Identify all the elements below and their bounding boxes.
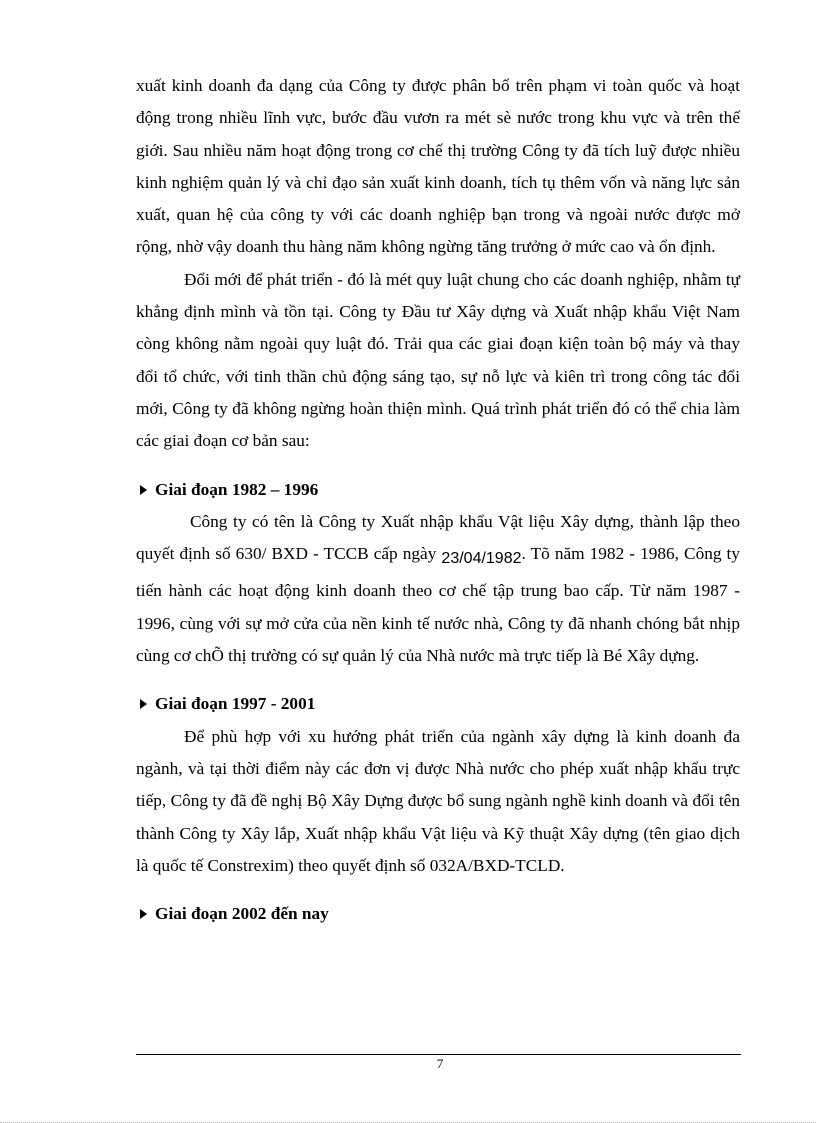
section-1-text-after: . Tõ năm 1982 - 1986, Công ty tiến hành các hoạt động kinh doanh theo cơ chế tập trung bao cấp. Từ năm 1987 - 1996, cùng với sự mở cửa của nền kinh tế nước nhà, Công ty đã nhanh chóng bắt nhịp cùng cơ chÕ thị trường có sự quản lý của Nhà nước mà trực tiếp là Bé Xây dựng. <box>136 544 740 666</box>
section-heading-1997-2001 <box>136 688 740 720</box>
founding-date: 23/04/1982 <box>441 550 522 568</box>
arrow-bullet-icon <box>140 909 147 919</box>
section-heading-text: Giai đoạn 2002 đến nay <box>155 904 329 924</box>
arrow-bullet-icon <box>140 485 147 495</box>
paragraph-intro-1: xuất kinh doanh đa dạng của Công ty được phân bố trên phạm vi toàn quốc và hoạt động trong nhiều lĩnh vực, bước đầu vươn ra mét sè nước trong khu vực và trên thế giới. Sau nhiều năm hoạt động trong cơ chế thị trường Công ty đã tích luỹ được nhiều kinh nghiệm quản lý và chỉ đạo sản xuất kinh doanh, tích tụ thêm vốn và năng lực sản xuất, quan hệ của công ty với các doanh nghiệp bạn trong và ngoài nước được mở rộng, nhờ vậy doanh thu hàng năm không ngừng tăng trưởng ở mức cao và ổn định. <box>136 76 740 257</box>
paragraph-section-2: Để phù hợp với xu hướng phát triển của ngành xây dựng là kinh doanh đa ngành, và tại thời điểm này các đơn vị được Nhà nước cho phép xuất nhập khẩu trực tiếp, Công ty đã đề nghị Bộ Xây Dựng được bổ sung ngành nghề kinh doanh và đổi tên thành Công ty Xây lắp, Xuất nhập khẩu Vật liệu và Kỹ thuật Xây dựng (tên giao dịch là quốc tế Constrexim) theo quyết định số 032A/BXD-TCLD. <box>136 726 740 875</box>
section-1-text-before: Công ty có tên là Công ty Xuất nhập khẩu Vật liệu Xây dựng, thành lập theo quyết định số 630/ BXD - TCCB cấp ngày <box>136 511 740 564</box>
footer-divider <box>136 1054 741 1055</box>
section-heading-text: Giai đoạn 1997 - 2001 <box>155 694 316 714</box>
page-body <box>136 70 740 930</box>
paragraph-intro-2: Đổi mới để phát triển - đó là mét quy luật chung cho các doanh nghiệp, nhằm tự khẳng định mình và tồn tại. Công ty Đầu tư Xây dựng và Xuất nhập khẩu Việt Nam còng không nằm ngoài quy luật đó. Trải qua các giai đoạn kiện toàn bộ máy và thay đổi tổ chức, với tinh thần chủ động sáng tạo, sự nỗ lực và kiên trì trong công tác đổi mới, Công ty đã không ngừng hoàn thiện mình. Quá trình phát triển đó có thể chia làm các giai đoạn cơ bản sau: <box>136 269 740 451</box>
section-heading-2002-present <box>136 898 740 930</box>
section-heading-text: Giai đoạn 1982 – 1996 <box>155 479 319 499</box>
page-number: 7 <box>436 1056 444 1071</box>
arrow-bullet-icon <box>140 699 147 709</box>
section-heading-1982-1996 <box>136 474 740 506</box>
paragraph-section-1 <box>136 506 740 672</box>
